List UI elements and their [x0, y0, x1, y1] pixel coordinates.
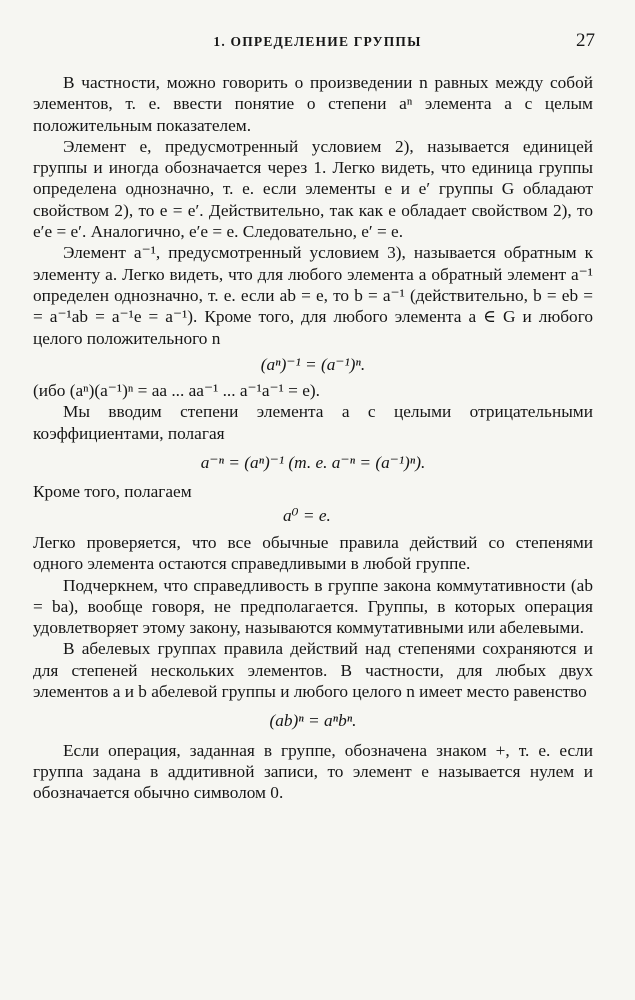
paragraph-zero-power-intro: Кроме того, полагаем — [33, 482, 192, 502]
formula-inverse-power: (aⁿ)⁻¹ = (a⁻¹)ⁿ. — [260, 354, 366, 374]
page-header — [0, 30, 635, 56]
page-number: 27 — [576, 30, 595, 51]
paragraph-negative-powers: Мы вводим степени элемента a с целыми отрицательными коэффициентами, полагая — [33, 402, 593, 443]
paragraph-inverse-element: Элемент a⁻¹, предусмотренный условием 3), называется обратным к элементу a. Легко видеть, что для любого элемента a обратный элемент a⁻¹ определен однозначно, т. е. если ab = e, то b = a⁻¹ (действительно, b = eb = = a⁻¹ab = a⁻¹e = a⁻¹). Кроме того, для любого элемента a ∈ G и любого целого положительного n — [33, 243, 593, 348]
page-body — [33, 72, 593, 804]
paragraph-additive-notation: Если операция, заданная в группе, обозначена знаком +, т. е. если группа задана в аддитивной записи, то элемент e называется нулем и обозначается обычно символом 0. — [33, 740, 593, 803]
paragraph-inverse-proof: (ибо (aⁿ)(a⁻¹)ⁿ = aa ... aa⁻¹ ... a⁻¹a⁻¹ = e). — [33, 381, 320, 401]
running-head: 1. ОПРЕДЕЛЕНИЕ ГРУППЫ — [213, 34, 422, 49]
formula-zero-power: a⁰ = e. — [283, 505, 331, 525]
paragraph-abelian-powers: В абелевых группах правила действий над степенями сохраняются и для степеней нескольких элементов. В частности, для любых двух элементов a и b абелевой группы и любого целого n имеет место равенство — [33, 639, 593, 702]
formula-abelian-power: (ab)ⁿ = aⁿbⁿ. — [269, 711, 357, 731]
paragraph-power-rules: Легко проверяется, что все обычные правила действий со степенями одного элемента остаются справедливыми в любой группе. — [33, 532, 593, 574]
paragraph-power-definition: В частности, можно говорить о произведении n равных между собой элементов, т. е. ввести понятие о степени aⁿ элемента a с целым положительным показателем. — [33, 73, 593, 135]
paragraph-commutativity: Подчеркнем, что справедливость в группе закона коммутативности (ab = ba), вообще говоря, не предполагается. Группы, в которых операция удовлетворяет этому закону, называются коммутативными или абелевыми. — [33, 575, 593, 638]
formula-negative-power: a⁻ⁿ = (aⁿ)⁻¹ (т. е. a⁻ⁿ = (a⁻¹)ⁿ). — [200, 453, 426, 473]
paragraph-identity-element: Элемент e, предусмотренный условием 2), называется единицей группы и иногда обозначается через 1. Легко видеть, что единица группы определена однозначно, т. е. если элементы e и e′ группы G обладают свойством 2), то e = e′. Действительно, так как e обладает свойством 2), то e′e = e′. Аналогично, e′e = e. Следовательно, e′ = e. — [33, 136, 593, 242]
